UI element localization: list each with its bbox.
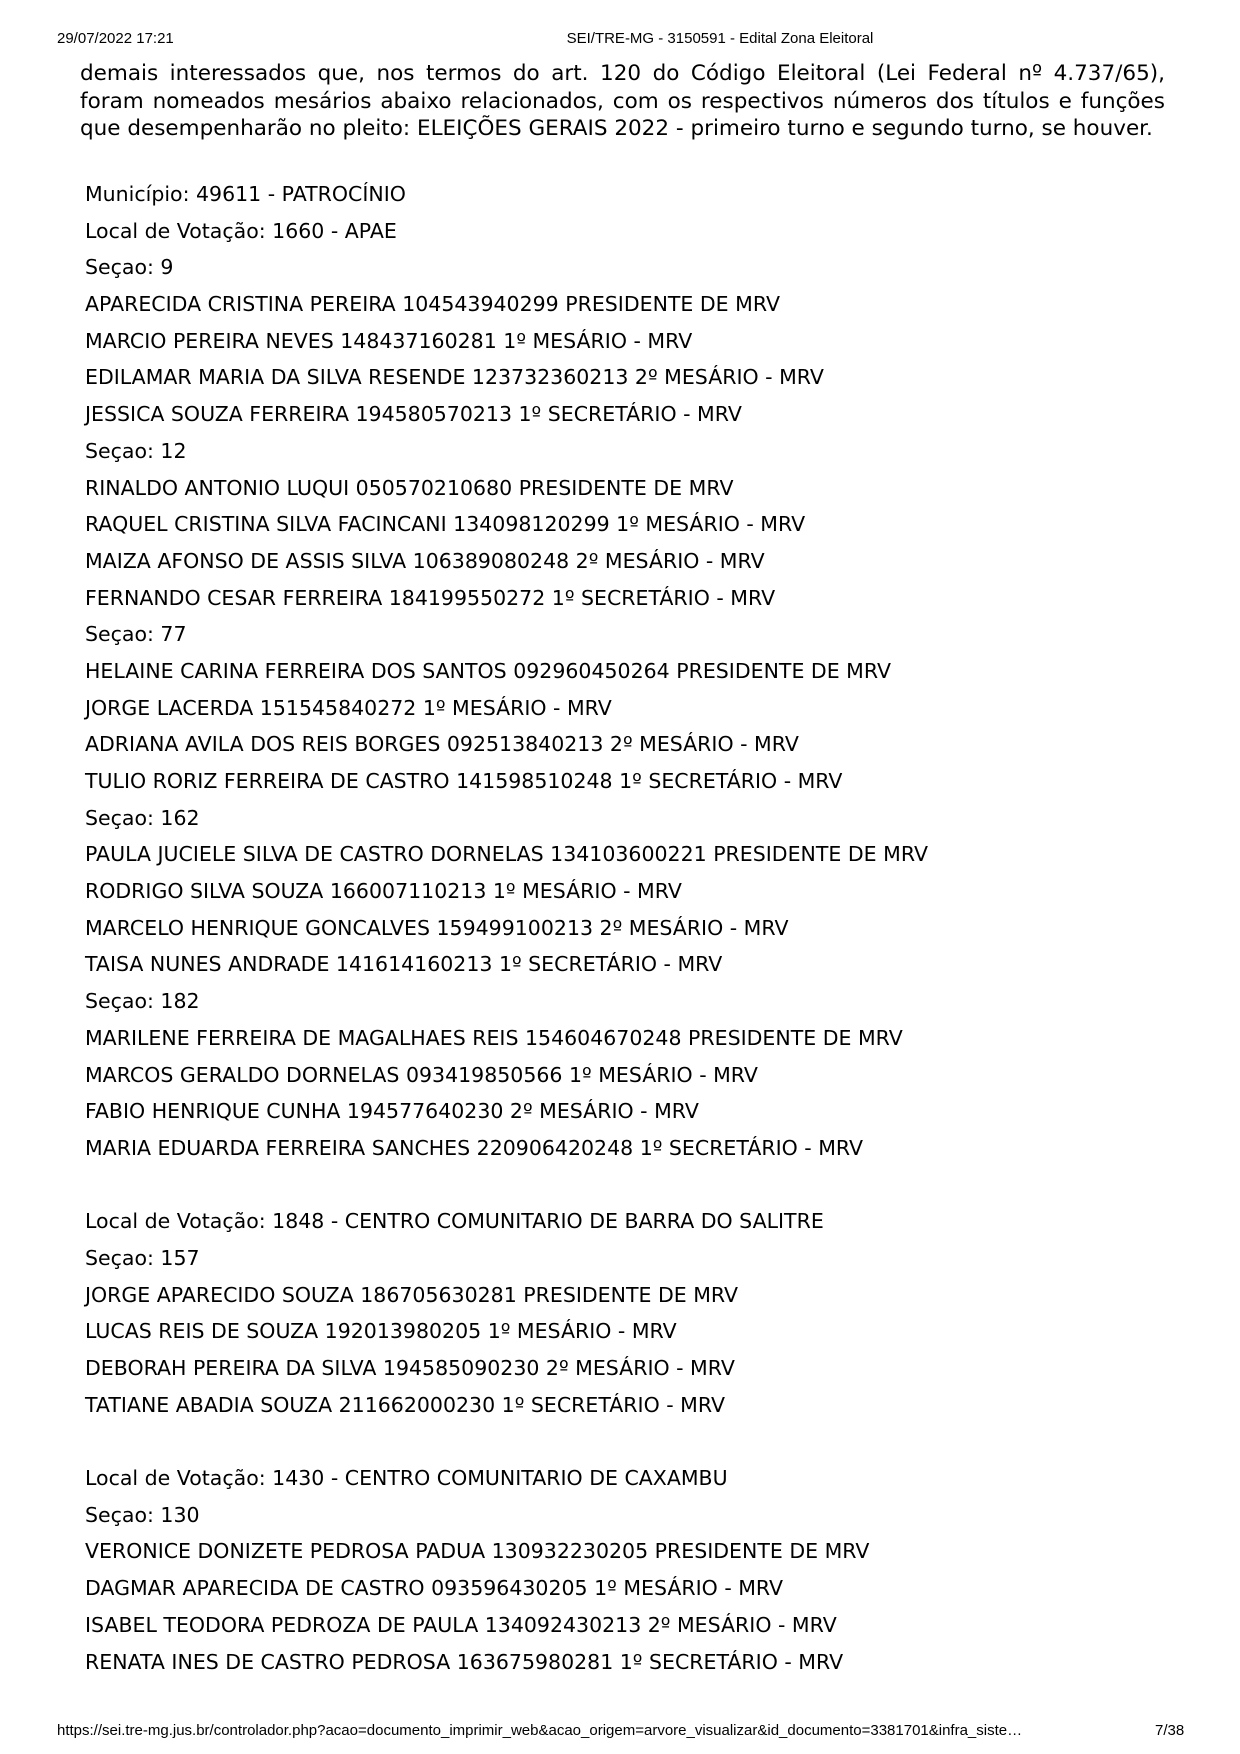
mesario-entry: FABIO HENRIQUE CUNHA 194577640230 2º MESÁRIO - MRV — [85, 1099, 699, 1124]
mesario-entry: RENATA INES DE CASTRO PEDROSA 163675980281 1º SECRETÁRIO - MRV — [85, 1649, 844, 1674]
local-votacao-line: Local de Votação: 1430 - CENTRO COMUNITARIO DE CAXAMBU — [85, 1466, 728, 1491]
secao-line: Seçao: 130 — [85, 1502, 200, 1527]
mesario-entry: LUCAS REIS DE SOUZA 192013980205 1º MESÁRIO - MRV — [85, 1319, 677, 1344]
secao-line: Seçao: 12 — [85, 438, 187, 463]
mesario-entry: EDILAMAR MARIA DA SILVA RESENDE 123732360213 2º MESÁRIO - MRV — [85, 365, 824, 390]
intro-paragraph: demais interessados que, nos termos do art. 120 do Código Eleitoral (Lei Federal nº 4.737/65), foram nomeados mesários abaixo relacionados, com os respectivos números dos títulos e funções que desempenharão no pleito: ELEIÇÕES GERAIS 2022 - primeiro turno e segundo turno, se houver. — [80, 61, 1165, 141]
mesarios-list — [85, 180, 1185, 1684]
spacer — [85, 1171, 1185, 1208]
mesario-entry: JESSICA SOUZA FERREIRA 194580570213 1º SECRETÁRIO - MRV — [85, 402, 742, 427]
local-votacao-line: Local de Votação: 1848 - CENTRO COMUNITARIO DE BARRA DO SALITRE — [85, 1209, 824, 1234]
secao-line: Seçao: 77 — [85, 622, 187, 647]
page-number: 7/38 — [1155, 1722, 1185, 1739]
secao-line: Seçao: 182 — [85, 989, 200, 1014]
mesario-entry: HELAINE CARINA FERREIRA DOS SANTOS 092960450264 PRESIDENTE DE MRV — [85, 658, 892, 683]
mesario-entry: MARCIO PEREIRA NEVES 148437160281 1º MESÁRIO - MRV — [85, 328, 693, 353]
mesario-entry: DAGMAR APARECIDA DE CASTRO 093596430205 1º MESÁRIO - MRV — [85, 1576, 784, 1601]
mesario-entry: APARECIDA CRISTINA PEREIRA 104543940299 PRESIDENTE DE MRV — [85, 292, 780, 317]
spacer — [85, 1427, 1185, 1464]
mesario-entry: MARCOS GERALDO DORNELAS 093419850566 1º MESÁRIO - MRV — [85, 1062, 758, 1087]
mesario-entry: RINALDO ANTONIO LUQUI 050570210680 PRESIDENTE DE MRV — [85, 475, 734, 500]
print-datetime: 29/07/2022 17:21 — [57, 30, 174, 47]
mesario-entry: JORGE LACERDA 151545840272 1º MESÁRIO - MRV — [85, 695, 612, 720]
mesario-entry: RAQUEL CRISTINA SILVA FACINCANI 134098120299 1º MESÁRIO - MRV — [85, 512, 806, 537]
secao-line: Seçao: 9 — [85, 255, 174, 280]
mesario-entry: PAULA JUCIELE SILVA DE CASTRO DORNELAS 134103600221 PRESIDENTE DE MRV — [85, 842, 928, 867]
secao-line: Seçao: 157 — [85, 1245, 200, 1270]
mesario-entry: JORGE APARECIDO SOUZA 186705630281 PRESIDENTE DE MRV — [85, 1282, 739, 1307]
mesario-entry: ISABEL TEODORA PEDROZA DE PAULA 134092430213 2º MESÁRIO - MRV — [85, 1612, 837, 1637]
mesario-entry: FERNANDO CESAR FERREIRA 184199550272 1º SECRETÁRIO - MRV — [85, 585, 776, 610]
mesario-entry: TAISA NUNES ANDRADE 141614160213 1º SECRETÁRIO - MRV — [85, 952, 723, 977]
secao-line: Seçao: 162 — [85, 805, 200, 830]
local-votacao-line: Local de Votação: 1660 - APAE — [85, 218, 397, 243]
mesario-entry: ADRIANA AVILA DOS REIS BORGES 092513840213 2º MESÁRIO - MRV — [85, 732, 799, 757]
mesario-entry: MARIA EDUARDA FERREIRA SANCHES 220906420248 1º SECRETÁRIO - MRV — [85, 1135, 864, 1160]
mesario-entry: MARILENE FERREIRA DE MAGALHAES REIS 154604670248 PRESIDENTE DE MRV — [85, 1025, 903, 1050]
mesario-entry: RODRIGO SILVA SOUZA 166007110213 1º MESÁRIO - MRV — [85, 879, 682, 904]
mesario-entry: TULIO RORIZ FERREIRA DE CASTRO 141598510248 1º SECRETÁRIO - MRV — [85, 769, 843, 793]
municipio-line: Município: 49611 - PATROCÍNIO — [85, 182, 406, 206]
print-title: SEI/TRE-MG - 3150591 - Edital Zona Eleitoral — [566, 30, 874, 47]
mesario-entry: DEBORAH PEREIRA DA SILVA 194585090230 2º MESÁRIO - MRV — [85, 1356, 735, 1380]
footer-url: https://sei.tre-mg.jus.br/controlador.php?acao=documento_imprimir_web&acao_origem=arvore_visualizar&id_documento=3381701&infra_siste… — [57, 1722, 1023, 1739]
mesario-entry: TATIANE ABADIA SOUZA 211662000230 1º SECRETÁRIO - MRV — [85, 1392, 725, 1417]
mesario-entry: VERONICE DONIZETE PEDROSA PADUA 130932230205 PRESIDENTE DE MRV — [85, 1539, 870, 1564]
mesario-entry: MAIZA AFONSO DE ASSIS SILVA 106389080248 2º MESÁRIO - MRV — [85, 548, 765, 573]
mesario-entry: MARCELO HENRIQUE GONCALVES 159499100213 2º MESÁRIO - MRV — [85, 915, 789, 940]
